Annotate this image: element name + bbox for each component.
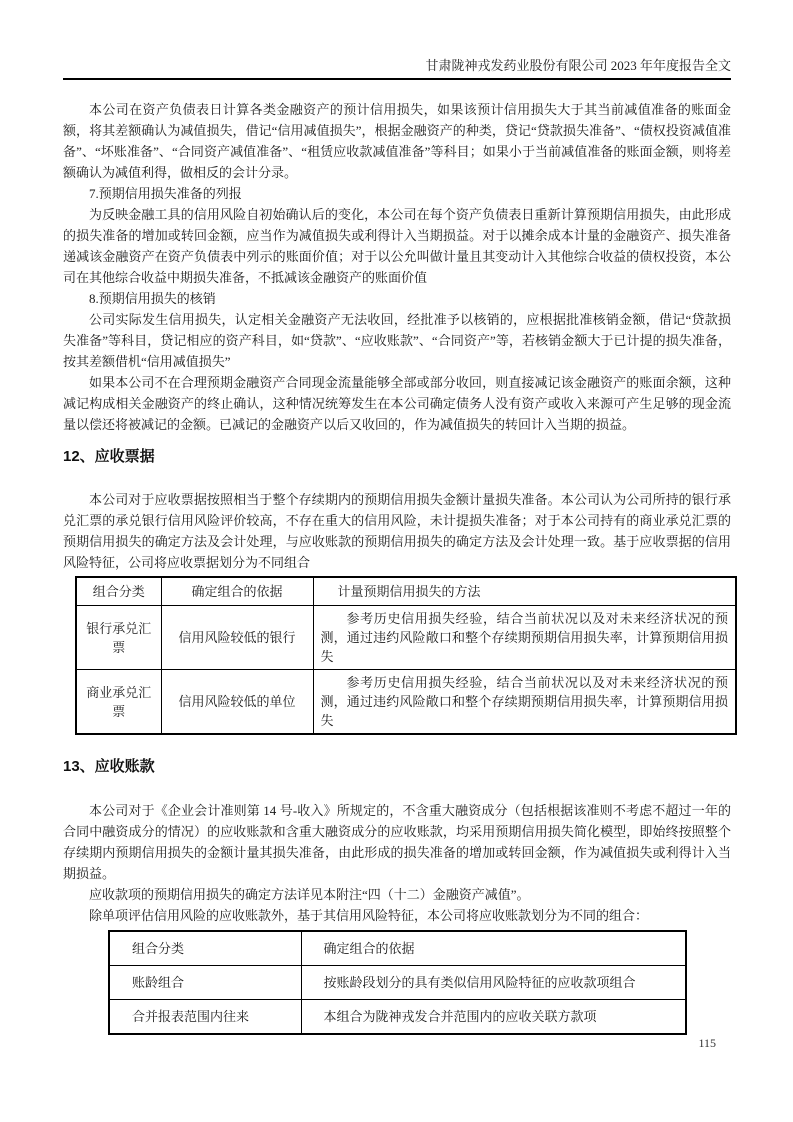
cell-ecl-method: 参考历史信用损失经验，结合当前状况以及对未来经济状况的预测，通过违约风险敞口和整个存续期预期信用损失率，计算预期信用损失 — [313, 670, 736, 735]
column-header-portfolio-basis: 确定组合的依据 — [301, 931, 686, 966]
cell-portfolio-type: 账龄组合 — [109, 966, 301, 1000]
table-header-row — [109, 931, 686, 966]
item-7-title: 7.预期信用损失准备的列报 — [89, 186, 242, 201]
page-header — [63, 57, 731, 80]
column-header-ecl-method: 计量预期信用损失的方法 — [313, 577, 736, 606]
document-content — [63, 99, 731, 1035]
bills-receivable-portfolio-table — [75, 576, 737, 735]
cell-portfolio-type: 商业承兑汇票 — [76, 670, 161, 735]
cell-portfolio-type: 银行承兑汇票 — [76, 606, 161, 670]
table-row-aging-portfolio — [109, 966, 686, 1000]
para-ecl-measurement: 本公司在资产负债表日计算各类金融资产的预计信用损失，如果该预计信用损失大于其当前减值准备的账面金额，将其差额确认为减值损失，借记“信用减值损失”，根据金融资产的种类，贷记“贷款损失准备”、“债权投资减值准备”、“坏账准备”、“合同资产减值准备”、“租赁应收款减值准备”等科目；如果小于当前减值准备的账面金额，则将差额确认为减值利得，做相反的会计分录。 — [63, 102, 731, 180]
cell-portfolio-basis: 本组合为陇神戎发合并范围内的应收关联方款项 — [301, 1000, 686, 1035]
cell-portfolio-basis: 按账龄段划分的具有类似信用风险特征的应收款项组合 — [301, 966, 686, 1000]
column-header-portfolio-basis: 确定组合的依据 — [161, 577, 313, 606]
section-12-intro: 本公司对于应收票据按照相当于整个存续期内的预期信用损失金额计量损失准备。本公司认为公司所持的银行承兑汇票的承兑银行信用风险评价较高，不存在重大的信用风险，未计提损失准备；对于本公司持有的商业承兑汇票的预期信用损失的确定方法及会计处理，与应收账款的预期信用损失的确定方法及会计处理一致。基于应收票据的信用风险特征，公司将应收票据划分为不同组合 — [63, 492, 731, 570]
table-header-row — [76, 577, 736, 606]
para-ecl-writeoff: 公司实际发生信用损失，认定相关金融资产无法收回，经批准予以核销的，应根据批准核销金额，借记“贷款损失准备”等科目，贷记相应的资产科目，如“贷款”、“应收账款”、“合同资产”等，若核销金额大于已计提的损失准备，按其差额借机“信用减值损失” — [63, 312, 731, 369]
cell-portfolio-basis: 信用风险较低的银行 — [161, 606, 313, 670]
para-ecl-derecognition: 如果本公司不在合理预期金融资产合同现金流量能够全部或部分收回，则直接减记该金融资产的账面余额，这种减记构成相关金融资产的终止确认，这种情况统筹发生在本公司确定债务人没有资产或收入来源可产生足够的现金流量以偿还将被减记的金额。已减记的金融资产以后又收回的，作为减值损失的转回计入当期的损益。 — [63, 375, 731, 432]
section-13-method-note: 应收款项的预期信用损失的确定方法详见本附注“四（十二）金融资产减值”。 — [89, 887, 530, 902]
table-row-bank-acceptance — [76, 606, 736, 670]
para-ecl-presentation: 为反映金融工具的信用风险自初始确认后的变化，本公司在每个资产负债表日重新计算预期信用损失，由此形成的损失准备的增加或转回金额，应当作为减值损失或利得计入当期损益。对于以摊余成本计量的金融资产、损失准备递减该金融资产在资产负债表中列示的账面价值；对于以公允叫做计量且其变动计入其他综合收益的债权投资，本公司在其他综合收益中期损失准备，不抵减该金融资产的账面价值 — [63, 207, 731, 285]
column-header-portfolio-type: 组合分类 — [76, 577, 161, 606]
cell-portfolio-basis: 信用风险较低的单位 — [161, 670, 313, 735]
table-row-consolidation-scope — [109, 1000, 686, 1035]
report-title: 甘肃陇神戎发药业股份有限公司 2023 年年度报告全文 — [425, 58, 731, 73]
section-13-heading: 13、应收账款 — [63, 758, 155, 775]
cell-portfolio-type: 合并报表范围内往来 — [109, 1000, 301, 1035]
section-13-intro: 本公司对于《企业会计准则第 14 号-收入》所规定的，不含重大融资成分（包括根据该准则不考虑不超过一年的合同中融资成分的情况）的应收账款和含重大融资成分的应收账款，均采用预期信用损失简化模型，即始终按照整个存续期内预期信用损失的金额计量其损失准备，由此形成的损失准备的增加或转回金额，作为减值损失或利得计入当期损益。 — [63, 803, 731, 881]
table-row-commercial-acceptance — [76, 670, 736, 735]
accounts-receivable-portfolio-table — [108, 930, 687, 1035]
section-12-heading: 12、应收票据 — [63, 448, 155, 465]
page-number: 115 — [698, 1036, 716, 1050]
cell-ecl-method: 参考历史信用损失经验，结合当前状况以及对未来经济状况的预测，通过违约风险敞口和整个存续期预期信用损失率，计算预期信用损失 — [313, 606, 736, 670]
item-8-title: 8.预期信用损失的核销 — [89, 291, 216, 306]
header-divider — [63, 78, 731, 80]
column-header-portfolio-type: 组合分类 — [109, 931, 301, 966]
section-13-grouping-note: 除单项评估信用风险的应收账款外，基于其信用风险特征，本公司将应收账款划分为不同的组合： — [89, 908, 649, 923]
